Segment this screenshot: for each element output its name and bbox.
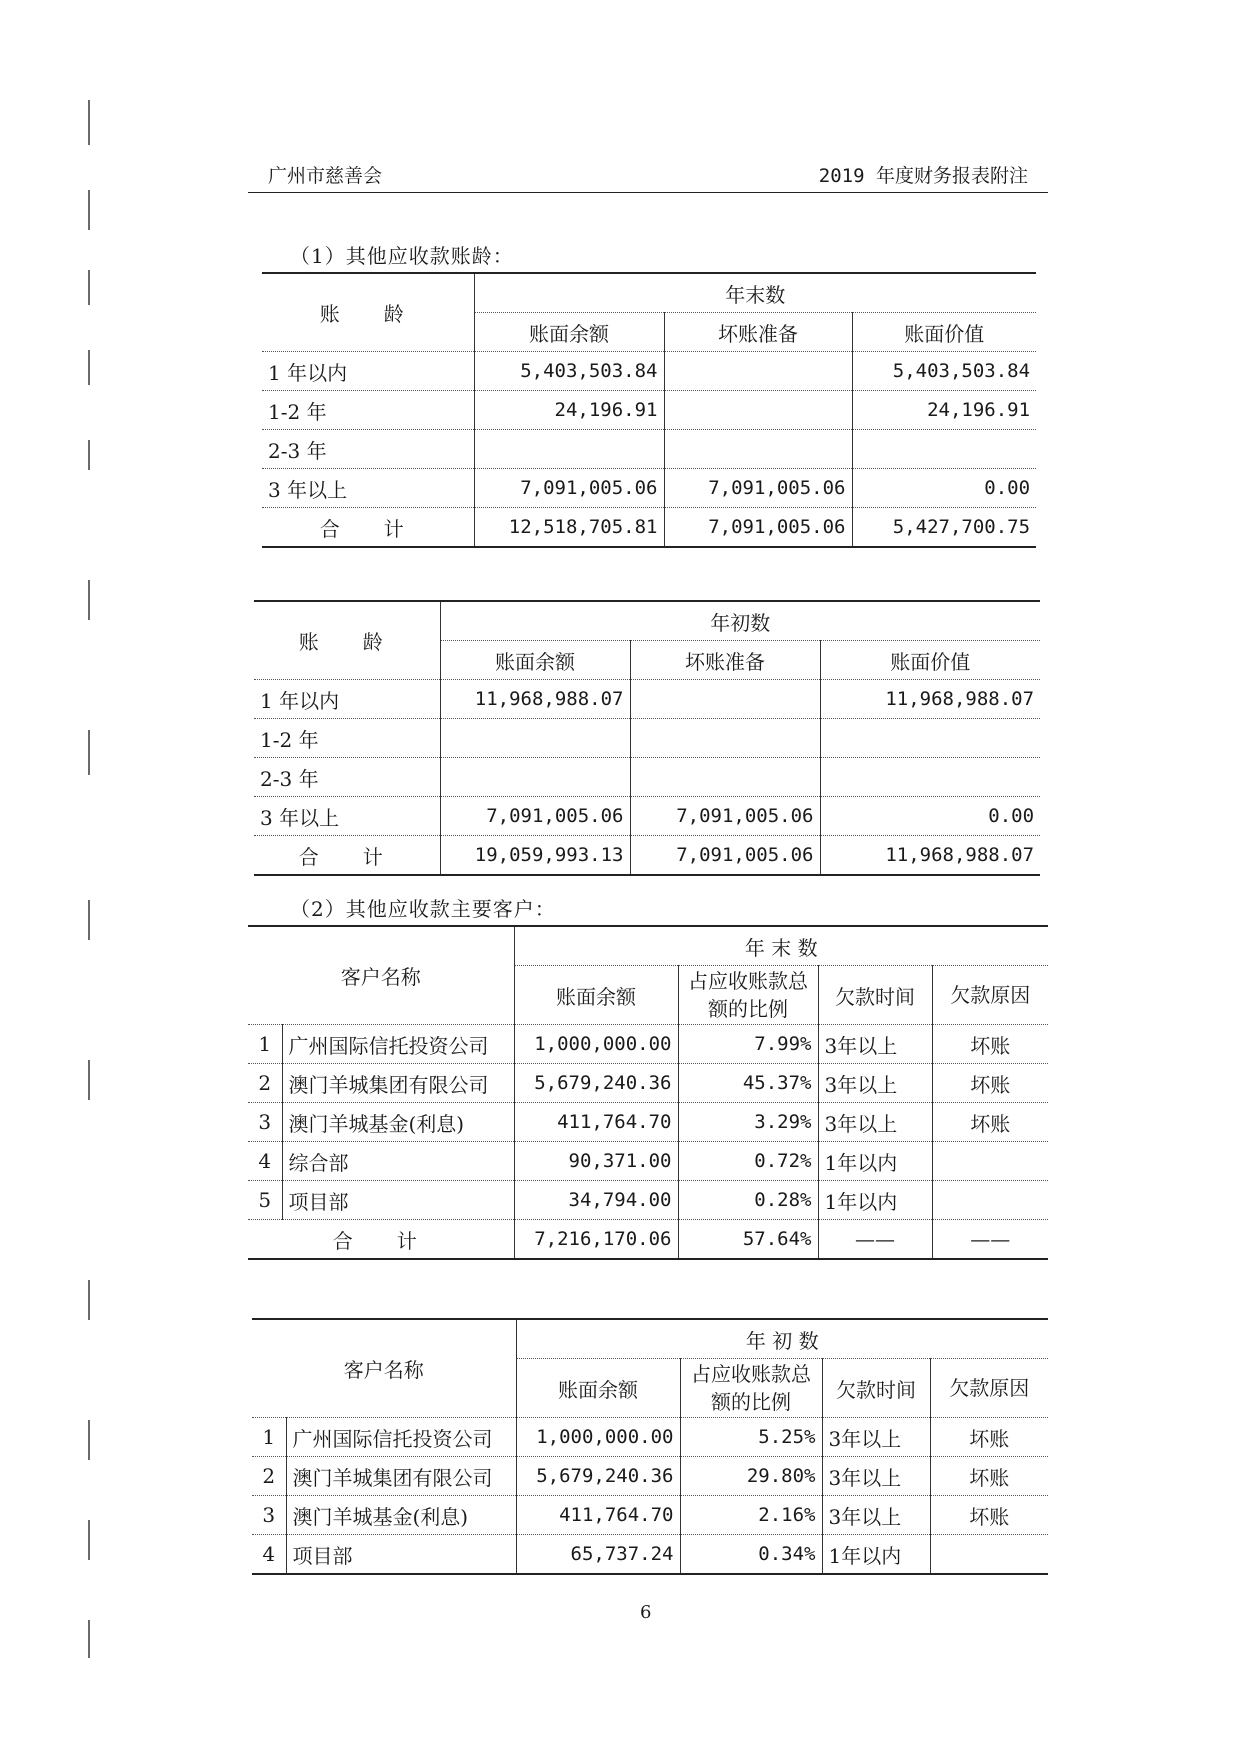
binding-mark: [88, 1280, 90, 1320]
provision-cell: [630, 680, 820, 719]
report-title: 2019 年度财务报表附注: [818, 165, 1028, 187]
provision-cell: [630, 719, 820, 758]
row-number: 5: [248, 1181, 282, 1220]
col-ratio-header: 占应收账款总额的比例: [678, 966, 818, 1025]
total-row: [254, 836, 1040, 876]
net-cell: [820, 758, 1040, 797]
year-end-group-header: 年 末 数: [514, 926, 1048, 966]
balance-cell: 24,196.91: [474, 391, 664, 430]
col-customer-header: 客户名称: [252, 1319, 516, 1418]
table-row: [252, 1457, 1048, 1496]
time-cell: 1年以内: [822, 1535, 930, 1575]
time-cell: 3年以上: [822, 1418, 930, 1457]
net-cell: 5,403,503.84: [852, 352, 1036, 391]
customer-name: 广州国际信托投资公司: [282, 1025, 514, 1064]
age-cell: 1-2 年: [262, 391, 474, 430]
table-row: [252, 1418, 1048, 1457]
col-net-header: 账面价值: [852, 313, 1036, 352]
ratio-cell: 3.29%: [678, 1103, 818, 1142]
customer-name: 澳门羊城集团有限公司: [286, 1457, 516, 1496]
row-number: 4: [252, 1535, 286, 1575]
table-row: [248, 1103, 1048, 1142]
aging-table-year-end: [262, 272, 1036, 548]
ratio-cell: 0.28%: [678, 1181, 818, 1220]
binding-mark: [88, 900, 90, 940]
total-net: 11,968,988.07: [820, 836, 1040, 876]
row-number: 4: [248, 1142, 282, 1181]
table-row: [262, 352, 1036, 391]
table-row: [254, 680, 1040, 719]
table-row: [248, 1181, 1048, 1220]
balance-cell: 5,403,503.84: [474, 352, 664, 391]
ratio-cell: 5.25%: [680, 1418, 822, 1457]
row-number: 1: [248, 1025, 282, 1064]
page-number: 6: [640, 1602, 652, 1623]
net-cell: 0.00: [852, 469, 1036, 508]
binding-mark: [88, 1420, 90, 1460]
age-cell: 2-3 年: [262, 430, 474, 469]
row-number: 2: [252, 1457, 286, 1496]
binding-mark: [88, 1060, 90, 1100]
section2-title: （2）其他应收款主要客户：: [290, 897, 556, 921]
provision-cell: [630, 758, 820, 797]
ratio-cell: 2.16%: [680, 1496, 822, 1535]
customer-name: 综合部: [282, 1142, 514, 1181]
time-cell: 1年以内: [818, 1142, 932, 1181]
time-cell: 3年以上: [822, 1496, 930, 1535]
binding-mark: [88, 350, 90, 385]
age-cell: 3 年以上: [254, 797, 440, 836]
binding-mark: [88, 270, 90, 305]
customer-name: 广州国际信托投资公司: [286, 1418, 516, 1457]
age-cell: 3 年以上: [262, 469, 474, 508]
total-row: [262, 508, 1036, 548]
provision-cell: 7,091,005.06: [664, 469, 852, 508]
customer-name: 项目部: [286, 1535, 516, 1575]
table-row: [252, 1496, 1048, 1535]
table-row: [262, 391, 1036, 430]
net-cell: [820, 719, 1040, 758]
table-row: [254, 797, 1040, 836]
total-row: [248, 1220, 1048, 1260]
balance-cell: 1,000,000.00: [516, 1418, 680, 1457]
binding-mark: [88, 100, 90, 145]
age-cell: 1-2 年: [254, 719, 440, 758]
time-cell: 3年以上: [818, 1103, 932, 1142]
age-cell: 1 年以内: [254, 680, 440, 719]
table-row: [262, 469, 1036, 508]
provision-cell: [664, 430, 852, 469]
balance-cell: [440, 719, 630, 758]
reason-cell: 坏账: [932, 1025, 1048, 1064]
col-net-header: 账面价值: [820, 641, 1040, 680]
age-cell: 2-3 年: [254, 758, 440, 797]
table-row: [248, 1142, 1048, 1181]
reason-cell: [932, 1142, 1048, 1181]
total-net: 5,427,700.75: [852, 508, 1036, 548]
customer-table-year-end: [248, 925, 1048, 1260]
col-time-header: 欠款时间: [818, 966, 932, 1025]
total-label: 合 计: [262, 508, 474, 548]
time-cell: 3年以上: [818, 1064, 932, 1103]
balance-cell: 65,737.24: [516, 1535, 680, 1575]
total-time: ——: [818, 1220, 932, 1260]
col-balance-header: 账面余额: [440, 641, 630, 680]
customer-name: 澳门羊城基金(利息): [282, 1103, 514, 1142]
row-number: 2: [248, 1064, 282, 1103]
net-cell: [852, 430, 1036, 469]
balance-cell: 34,794.00: [514, 1181, 678, 1220]
table-row: [252, 1535, 1048, 1575]
binding-mark: [88, 580, 90, 620]
row-number: 3: [252, 1496, 286, 1535]
reason-cell: 坏账: [932, 1103, 1048, 1142]
balance-cell: 90,371.00: [514, 1142, 678, 1181]
balance-cell: 7,091,005.06: [440, 797, 630, 836]
binding-mark: [88, 440, 90, 470]
net-cell: 0.00: [820, 797, 1040, 836]
binding-mark: [88, 190, 90, 230]
customer-name: 项目部: [282, 1181, 514, 1220]
balance-cell: 5,679,240.36: [514, 1064, 678, 1103]
total-label: 合 计: [254, 836, 440, 876]
reason-cell: 坏账: [932, 1064, 1048, 1103]
balance-cell: 1,000,000.00: [514, 1025, 678, 1064]
provision-cell: [664, 352, 852, 391]
net-cell: 24,196.91: [852, 391, 1036, 430]
binding-mark: [88, 730, 90, 775]
customer-table-year-begin: [252, 1318, 1048, 1575]
org-name: 广州市慈善会: [268, 165, 383, 187]
balance-cell: 11,968,988.07: [440, 680, 630, 719]
balance-cell: 5,679,240.36: [516, 1457, 680, 1496]
net-cell: 11,968,988.07: [820, 680, 1040, 719]
col-age-header: 账 龄: [254, 601, 440, 680]
reason-cell: 坏账: [930, 1457, 1048, 1496]
provision-cell: [664, 391, 852, 430]
col-customer-header: 客户名称: [248, 926, 514, 1025]
provision-cell: 7,091,005.06: [630, 797, 820, 836]
row-number: 3: [248, 1103, 282, 1142]
col-provision-header: 坏账准备: [664, 313, 852, 352]
table-row: [262, 430, 1036, 469]
section1-title: （1）其他应收款账龄：: [290, 244, 514, 268]
balance-cell: 7,091,005.06: [474, 469, 664, 508]
ratio-cell: 0.72%: [678, 1142, 818, 1181]
col-time-header: 欠款时间: [822, 1359, 930, 1418]
ratio-cell: 45.37%: [678, 1064, 818, 1103]
binding-mark: [88, 1620, 90, 1658]
col-provision-header: 坏账准备: [630, 641, 820, 680]
col-age-header: 账 龄: [262, 273, 474, 352]
col-balance-header: 账面余额: [516, 1359, 680, 1418]
col-balance-header: 账面余额: [474, 313, 664, 352]
balance-cell: 411,764.70: [514, 1103, 678, 1142]
total-reason: ——: [932, 1220, 1048, 1260]
ratio-cell: 7.99%: [678, 1025, 818, 1064]
col-balance-header: 账面余额: [514, 966, 678, 1025]
time-cell: 3年以上: [822, 1457, 930, 1496]
total-balance: 7,216,170.06: [514, 1220, 678, 1260]
year-begin-group-header: 年初数: [440, 601, 1040, 641]
ratio-cell: 0.34%: [680, 1535, 822, 1575]
year-begin-group-header: 年 初 数: [516, 1319, 1048, 1359]
time-cell: 1年以内: [818, 1181, 932, 1220]
customer-name: 澳门羊城基金(利息): [286, 1496, 516, 1535]
balance-cell: [440, 758, 630, 797]
ratio-cell: 29.80%: [680, 1457, 822, 1496]
time-cell: 3年以上: [818, 1025, 932, 1064]
total-label: 合 计: [248, 1220, 514, 1260]
total-provision: 7,091,005.06: [664, 508, 852, 548]
balance-cell: [474, 430, 664, 469]
customer-name: 澳门羊城集团有限公司: [282, 1064, 514, 1103]
table-row: [254, 758, 1040, 797]
reason-cell: 坏账: [930, 1418, 1048, 1457]
age-cell: 1 年以内: [262, 352, 474, 391]
table-row: [254, 719, 1040, 758]
total-ratio: 57.64%: [678, 1220, 818, 1260]
page-header: [248, 162, 1048, 193]
col-ratio-header: 占应收账款总额的比例: [680, 1359, 822, 1418]
col-reason-header: 欠款原因: [930, 1359, 1048, 1418]
reason-cell: [932, 1181, 1048, 1220]
row-number: 1: [252, 1418, 286, 1457]
total-balance: 12,518,705.81: [474, 508, 664, 548]
balance-cell: 411,764.70: [516, 1496, 680, 1535]
binding-mark: [88, 1520, 90, 1560]
reason-cell: [930, 1535, 1048, 1575]
total-balance: 19,059,993.13: [440, 836, 630, 876]
table-row: [248, 1025, 1048, 1064]
col-reason-header: 欠款原因: [932, 966, 1048, 1025]
aging-table-year-begin: [254, 600, 1040, 876]
reason-cell: 坏账: [930, 1496, 1048, 1535]
table-row: [248, 1064, 1048, 1103]
year-end-group-header: 年末数: [474, 273, 1036, 313]
total-provision: 7,091,005.06: [630, 836, 820, 876]
